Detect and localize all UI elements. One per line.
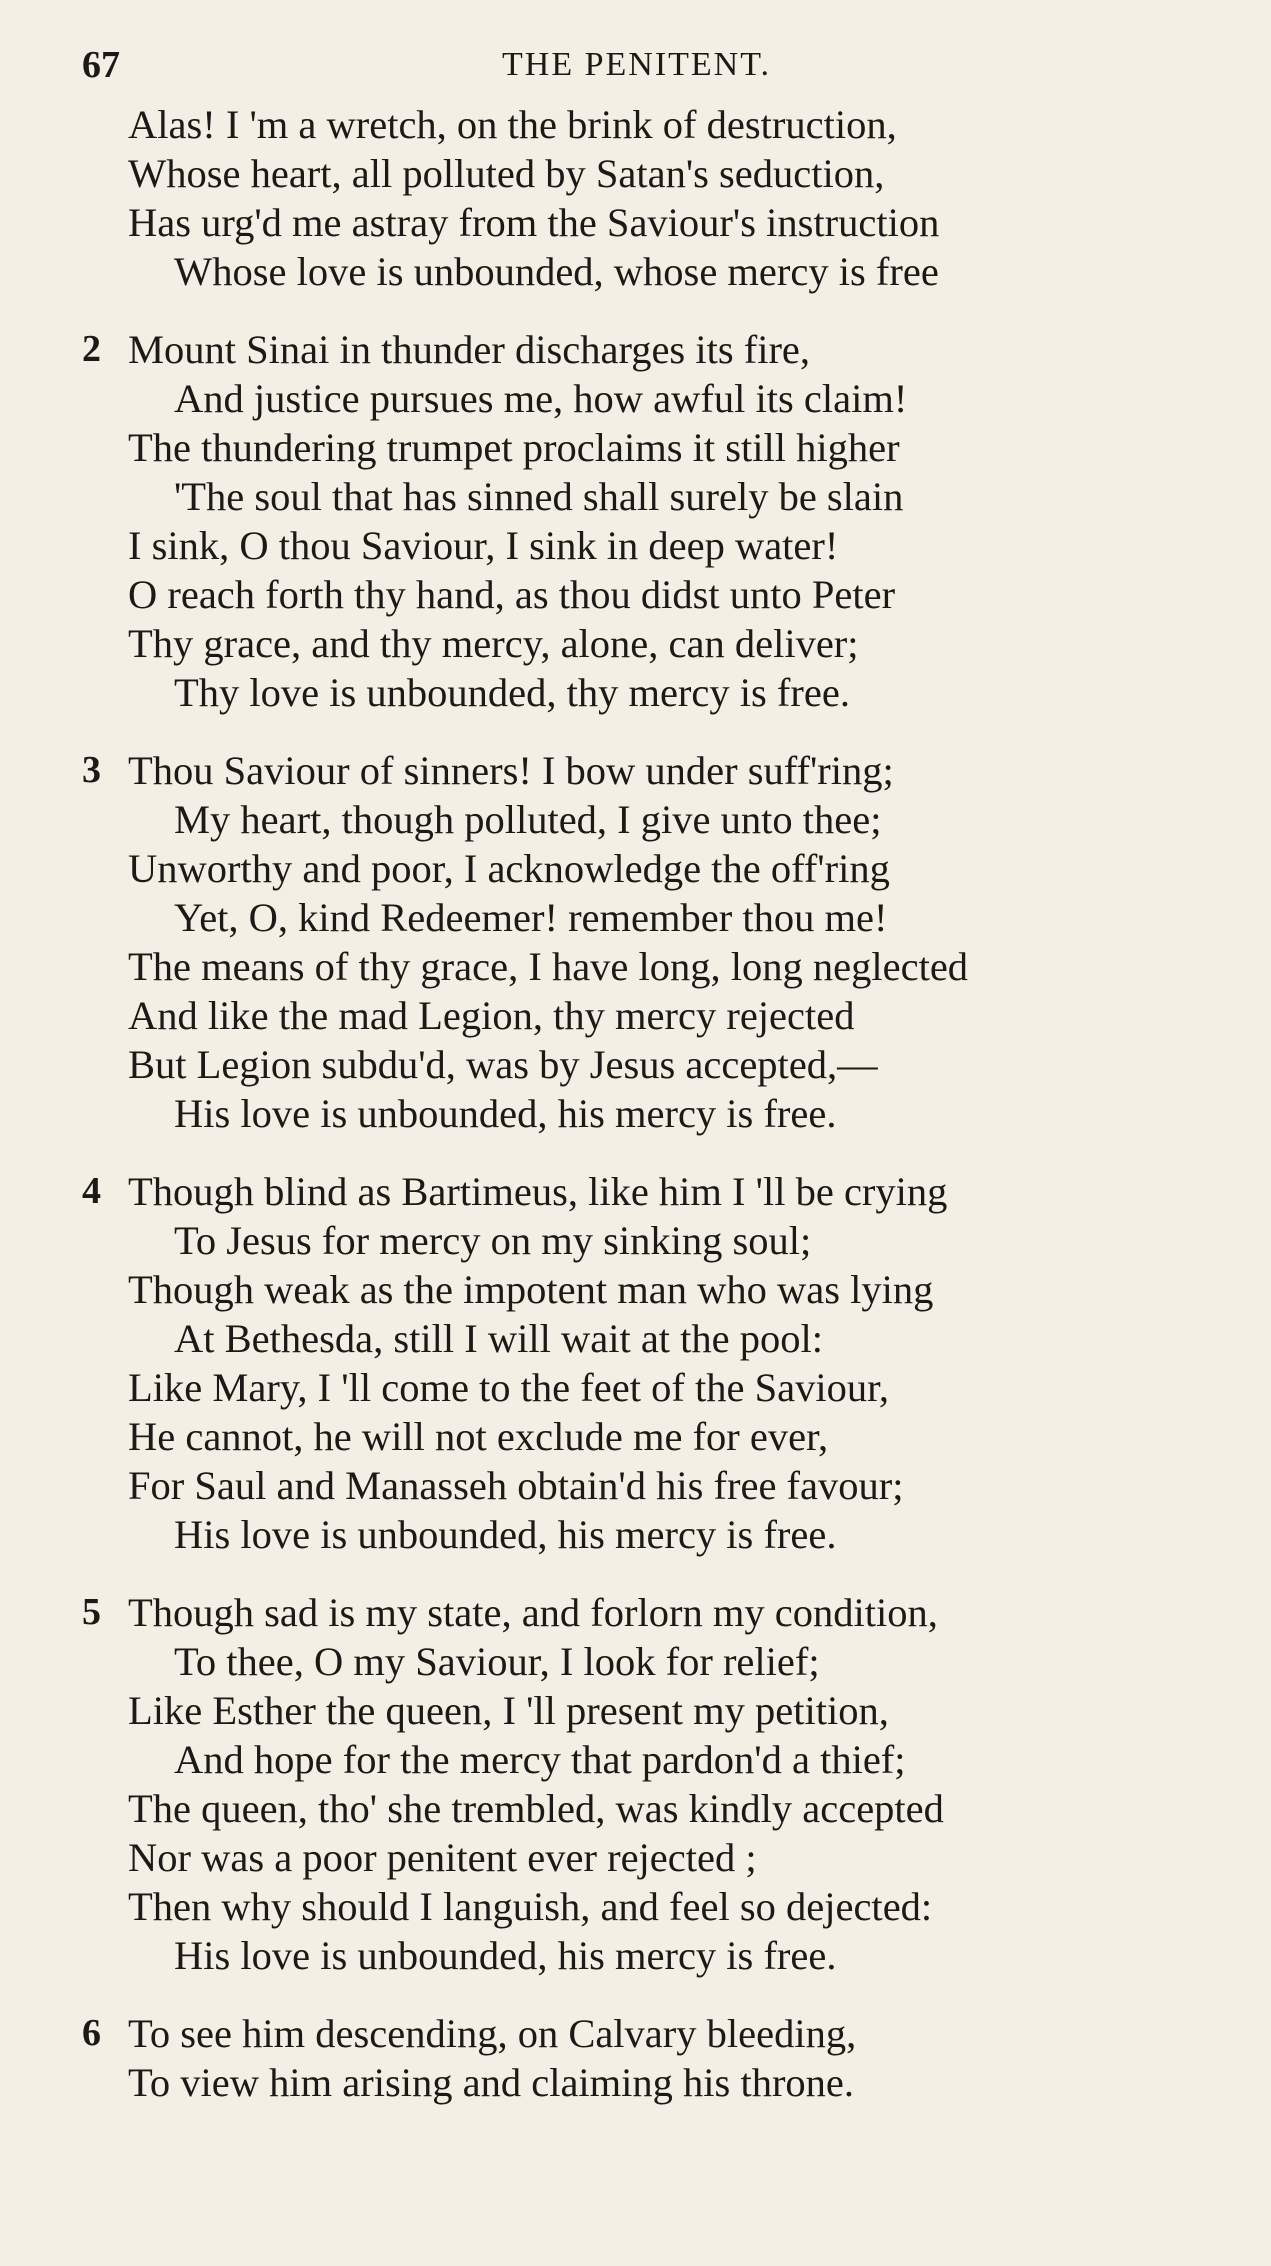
verse-line: The thundering trumpet proclaims it still higher [128, 425, 900, 470]
stanza-number: 2 [82, 328, 101, 370]
verse-line: The queen, tho' she trembled, was kindly accepted [128, 1786, 944, 1831]
page-header [82, 42, 1182, 88]
verse-line: 4 Though blind as Bartimeus, like him I 'll be crying [82, 1169, 948, 1214]
verse-line: Like Mary, I 'll come to the feet of the Saviour, [128, 1365, 890, 1410]
verse-line: I sink, O thou Saviour, I sink in deep water! [128, 523, 839, 568]
verse-line: Though weak as the impotent man who was lying [128, 1267, 934, 1312]
verse-line: 2 Mount Sinai in thunder discharges its fire, [82, 327, 811, 372]
verse-line: 6 To see him descending, on Calvary bleeding, [82, 2011, 857, 2056]
verse-line: My heart, though polluted, I give unto thee; [174, 797, 882, 842]
verse-line: 'The soul that has sinned shall surely be slain [174, 474, 904, 519]
verse-line: Alas! I 'm a wretch, on the brink of destruction, [128, 102, 897, 147]
verse-line: For Saul and Manasseh obtain'd his free favour; [128, 1463, 904, 1508]
page-number: 67 [82, 44, 120, 86]
verse-line: And like the mad Legion, thy mercy rejected [128, 993, 855, 1038]
stanza-number: 6 [82, 2012, 101, 2054]
stanza-number: 3 [82, 749, 101, 791]
verse-line: Nor was a poor penitent ever rejected ; [128, 1835, 757, 1880]
verse-line: To Jesus for mercy on my sinking soul; [174, 1218, 812, 1263]
running-head: THE PENITENT. [502, 46, 771, 83]
verse-line: Thy love is unbounded, thy mercy is free. [174, 670, 850, 715]
stanza-2 [82, 325, 1212, 717]
verse-line: His love is unbounded, his mercy is free. [174, 1512, 837, 1557]
verse-line: The means of thy grace, I have long, long neglected [128, 944, 969, 989]
stanza-5 [82, 1588, 1212, 1980]
verse-line: At Bethesda, still I will wait at the pool: [174, 1316, 824, 1361]
hymn-text [82, 100, 1212, 2136]
stanza-6 [82, 2009, 1212, 2107]
verse-line: Like Esther the queen, I 'll present my petition, [128, 1688, 889, 1733]
verse-line: His love is unbounded, his mercy is free. [174, 1091, 837, 1136]
verse-line: But Legion subdu'd, was by Jesus accepted,— [128, 1042, 878, 1087]
stanza-3 [82, 746, 1212, 1138]
verse-line: His love is unbounded, his mercy is free. [174, 1933, 837, 1978]
verse-line: Unworthy and poor, I acknowledge the off'ring [128, 846, 890, 891]
verse-line: 5 Though sad is my state, and forlorn my condition, [82, 1590, 938, 1635]
verse-line: O reach forth thy hand, as thou didst unto Peter [128, 572, 896, 617]
stanza-4 [82, 1167, 1212, 1559]
verse-line: And hope for the mercy that pardon'd a thief; [174, 1737, 906, 1782]
verse-line: And justice pursues me, how awful its claim! [174, 376, 908, 421]
verse-line: Thy grace, and thy mercy, alone, can deliver; [128, 621, 859, 666]
verse-line: Yet, O, kind Redeemer! remember thou me! [174, 895, 888, 940]
stanza-number: 4 [82, 1170, 101, 1212]
verse-line: To thee, O my Saviour, I look for relief; [174, 1639, 820, 1684]
verse-line: He cannot, he will not exclude me for ever, [128, 1414, 829, 1459]
verse-line: 3 Thou Saviour of sinners! I bow under suff'ring; [82, 748, 894, 793]
verse-line: Has urg'd me astray from the Saviour's instruction [128, 200, 940, 245]
stanza-1 [82, 100, 1212, 296]
verse-line: To view him arising and claiming his throne. [128, 2060, 855, 2105]
stanza-number: 5 [82, 1591, 101, 1633]
verse-line: Whose love is unbounded, whose mercy is free [174, 249, 939, 294]
verse-line: Then why should I languish, and feel so dejected: [128, 1884, 933, 1929]
verse-line: Whose heart, all polluted by Satan's seduction, [128, 151, 885, 196]
